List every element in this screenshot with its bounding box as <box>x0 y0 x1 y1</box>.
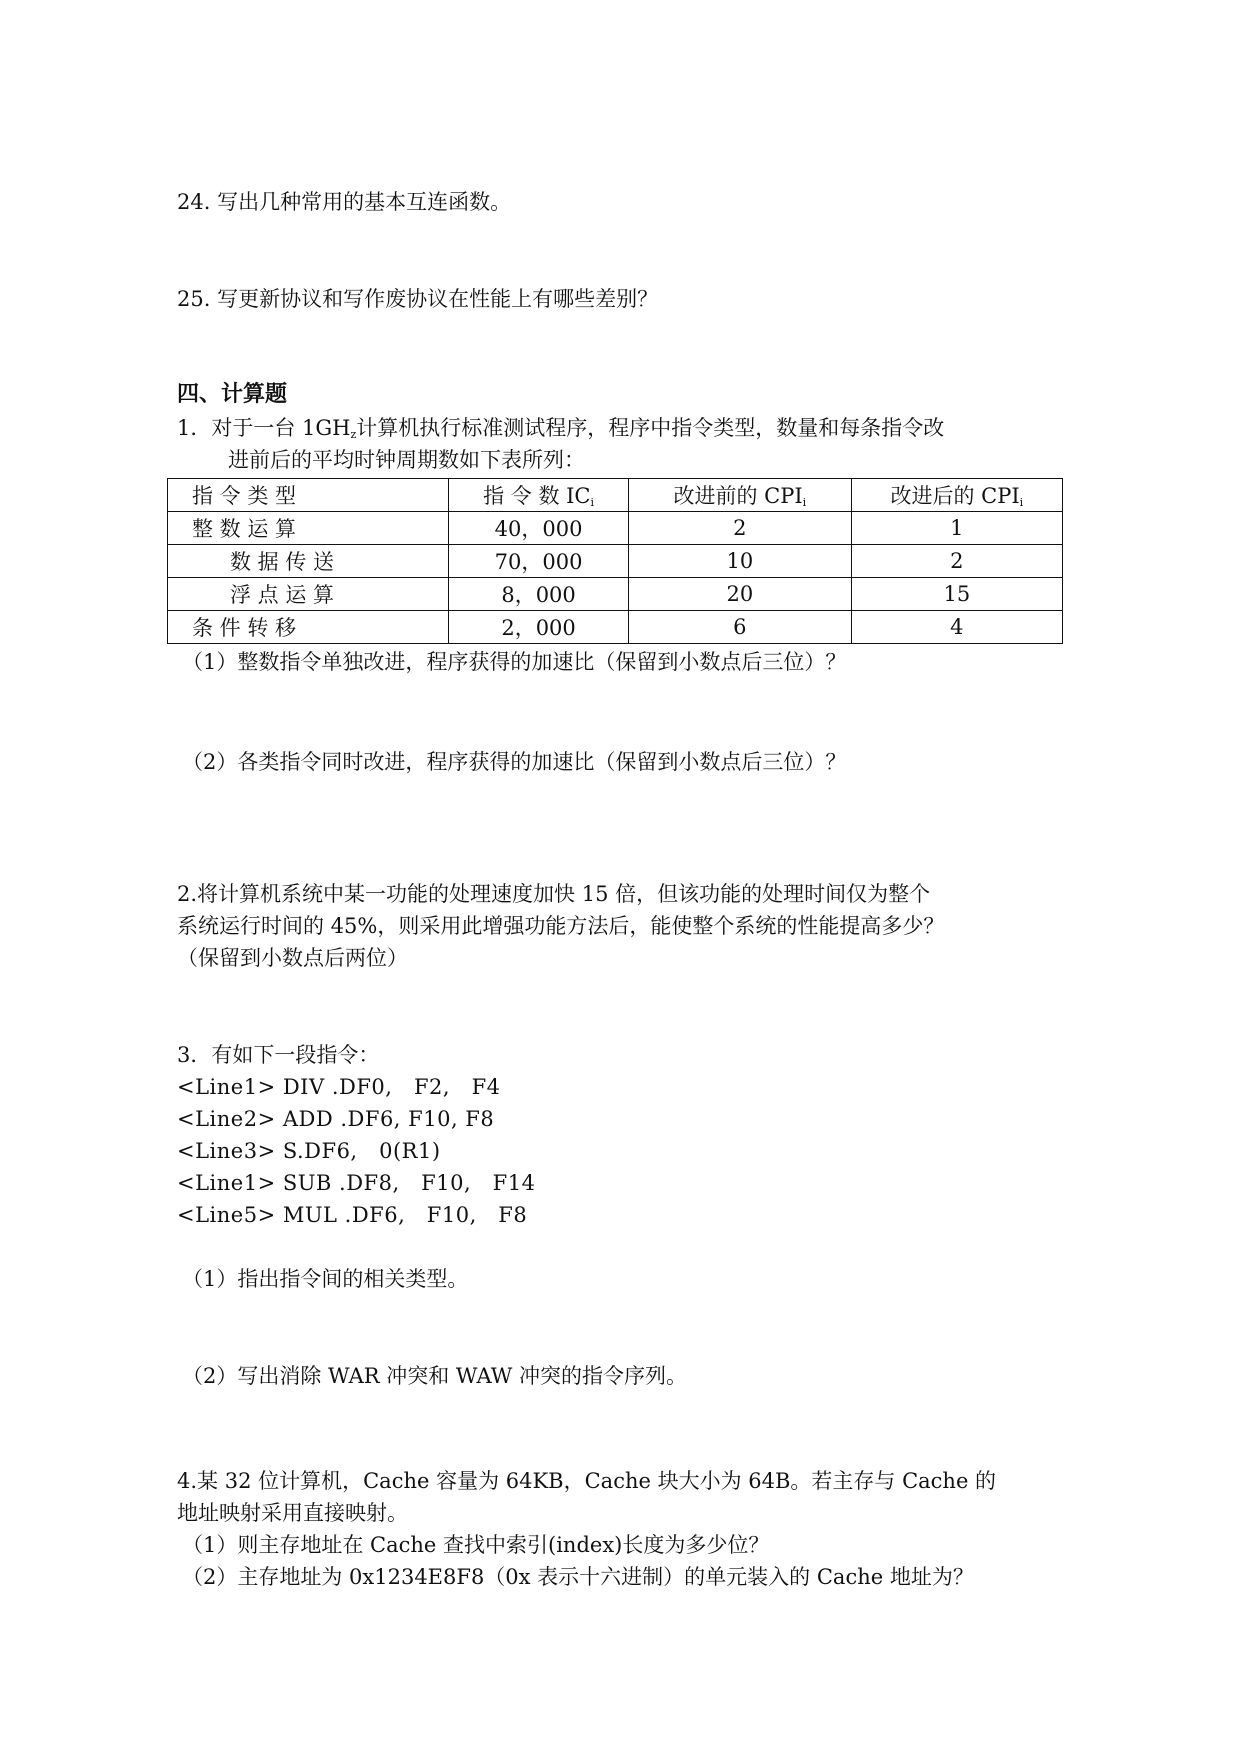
calc2-line3: （保留到小数点后两位） <box>177 946 408 970</box>
section-title: 四、计算题 <box>177 382 288 407</box>
table-header-cell: 改进后的 $CPI_i$ <box>851 479 1062 512</box>
table-row <box>168 545 1063 578</box>
calc4-sub1: （1）则主存地址在 Cache 查找中索引(index)长度为多少位？ <box>182 1533 770 1557</box>
table-header-row <box>168 479 1063 512</box>
table-cell: 2，000 <box>449 611 629 644</box>
table-cell: 8，000 <box>449 578 629 611</box>
table-cell: 数 据 传 送 <box>168 545 449 578</box>
table-cell: 40，000 <box>449 512 629 545</box>
table-header-cell: 改进前的 $CPI_i$ <box>628 479 851 512</box>
calc4-sub2: （2）主存地址为 0x1234E8F8（0x 表示十六进制）的单元装入的 Cache 地址为？ <box>182 1565 974 1589</box>
table-cell: 20 <box>628 578 851 611</box>
question-25: 25. 写更新协议和写作废协议在性能上有哪些差别？ <box>177 287 659 311</box>
table-header-cell: 指 令 数 $IC_i$ <box>449 479 629 512</box>
table-cell: 1 <box>851 512 1062 545</box>
calc2-line1: 2.将计算机系统中某一功能的处理速度加快 15 倍，但该功能的处理时间仅为整个 <box>177 882 931 906</box>
calc1-sub2: （2）各类指令同时改进，程序获得的加速比（保留到小数点后三位）？ <box>182 750 847 774</box>
table-cell: 2 <box>628 512 851 545</box>
code-line: <Line1> SUB .DF8, F10, F14 <box>177 1171 536 1195</box>
table-cell: 4 <box>851 611 1062 644</box>
cpi-table <box>167 478 1063 644</box>
table-cell: 整 数 运 算 <box>168 512 449 545</box>
table-cell: 15 <box>851 578 1062 611</box>
code-line: <Line1> DIV .DF0, F2, F4 <box>177 1075 501 1099</box>
table-cell: 6 <box>628 611 851 644</box>
calc1-sub1: （1）整数指令单独改进，程序获得的加速比（保留到小数点后三位）？ <box>182 650 847 674</box>
calc2-line2: 系统运行时间的 45%，则采用此增强功能方法后，能使整个系统的性能提高多少？ <box>177 914 945 938</box>
calc1-intro-line2: 进前后的平均时钟周期数如下表所列： <box>228 448 585 472</box>
question-24: 24. 写出几种常用的基本互连函数。 <box>177 190 512 214</box>
calc4-line2: 地址映射采用直接映射。 <box>177 1501 408 1525</box>
table-row <box>168 512 1063 545</box>
table-cell: 10 <box>628 545 851 578</box>
table-cell: 条 件 转 移 <box>168 611 449 644</box>
code-line: <Line3> S.DF6, 0(R1) <box>177 1139 441 1163</box>
calc4-line1: 4.某 32 位计算机，Cache 容量为 64KB，Cache 块大小为 64B。若主存与 Cache 的 <box>177 1469 997 1493</box>
table-header-cell: 指 令 类 型 <box>168 479 449 512</box>
table-cell: 浮 点 运 算 <box>168 578 449 611</box>
code-line: <Line2> ADD .DF6, F10, F8 <box>177 1107 495 1131</box>
calc3-sub1: （1）指出指令间的相关类型。 <box>182 1267 469 1291</box>
table-cell: 2 <box>851 545 1062 578</box>
calc1-intro-line1: 1．对于一台 $1GH_z$计算机执行标准测试程序，程序中指令类型，数量和每条指令改 <box>177 416 945 441</box>
code-line: <Line5> MUL .DF6, F10, F8 <box>177 1203 528 1227</box>
table-cell: 70，000 <box>449 545 629 578</box>
table-row <box>168 611 1063 644</box>
calc3-sub2: （2）写出消除 WAR 冲突和 WAW 冲突的指令序列。 <box>182 1364 688 1388</box>
table-row <box>168 578 1063 611</box>
calc3-intro: 3．有如下一段指令： <box>177 1043 380 1067</box>
